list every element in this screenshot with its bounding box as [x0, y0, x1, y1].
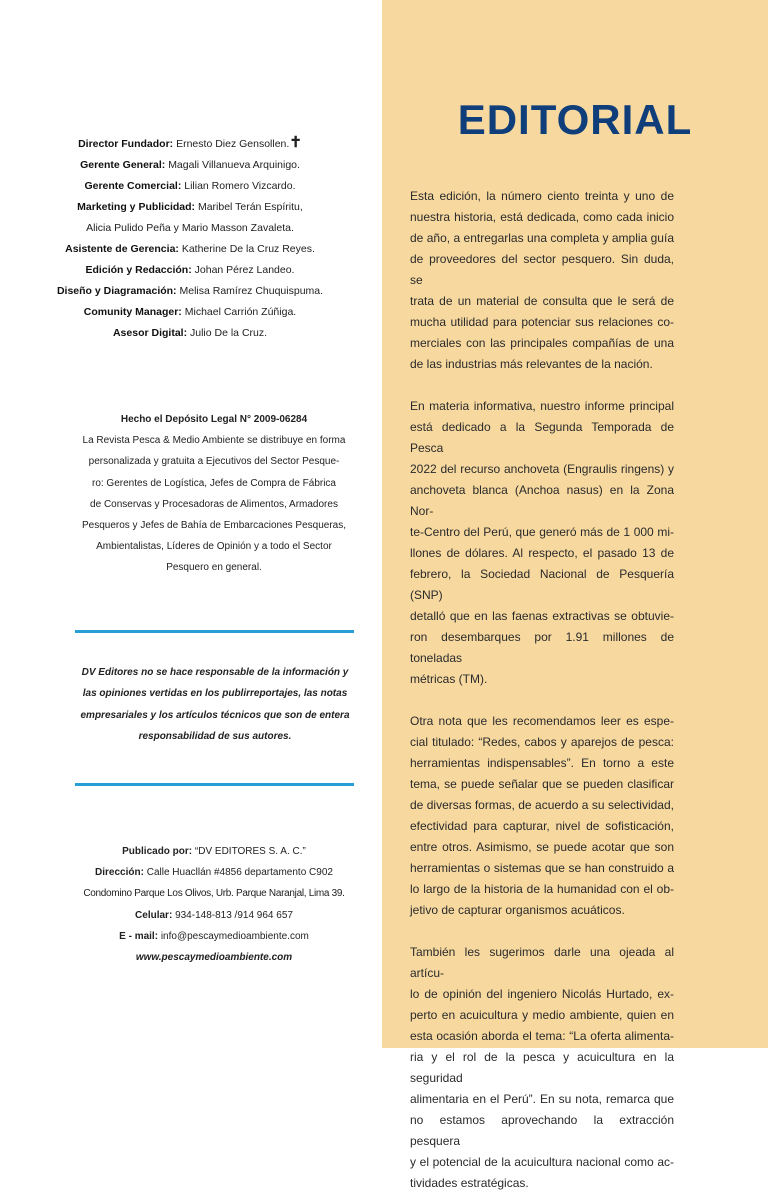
editorial-line: entre otros. Asimismo, se puede acotar que son [410, 840, 674, 854]
disclaimer [70, 662, 360, 748]
editorial-line: lo largo de la historia de la humanidad con el ob- [410, 882, 674, 896]
divider-top [75, 630, 354, 633]
legal-text [66, 430, 362, 578]
editorial-body [410, 186, 674, 1194]
editorial-line: Otra nota que les recomendamos leer es espe- [410, 714, 674, 728]
legal-line: de Conservas y Procesadoras de Alimentos, Armadores [90, 498, 338, 510]
editorial-line: está dedicado a la Segunda Temporada de Pesca [410, 420, 674, 455]
editorial-line: cial titulado: “Redes, cabos y aparejos de pesca: [410, 735, 674, 749]
editorial-line: perto en acuicultura y medio ambiente, quien en [410, 1008, 674, 1022]
editorial-line: nuestra historia, está dedicada, como cada inicio [410, 210, 674, 224]
editorial-line: También les sugerimos darle una ojeada al artícu- [410, 945, 674, 980]
editorial-line: efectividad para capturar, nivel de sofisticación, [410, 819, 674, 833]
legal-line: ro: Gerentes de Logística, Jefes de Compra de Fábrica [91, 477, 336, 489]
legal-line: personalizada y gratuita a Ejecutivos del Sector Pesque- [88, 456, 340, 468]
cross-icon: ✝ [289, 134, 302, 151]
credits-column [0, 0, 382, 1048]
address-line2: Condomino Parque Los Olivos, Urb. Parque Naranjal, Lima 39. [83, 888, 345, 900]
editorial-title: EDITORIAL [457, 96, 693, 143]
editorial-line: ron desembarques por 1.91 millones de toneladas [410, 630, 674, 665]
email[interactable]: E - mail: info@pescaymedioambiente.com [119, 930, 309, 942]
editorial-line: 2022 del recurso anchoveta (Engraulis ringens) y [410, 462, 674, 476]
editorial-line: y el potencial de la acuicultura nacional como ac- [410, 1155, 674, 1169]
published-by: Publicado por: “DV EDITORES S. A. C.” [122, 846, 306, 857]
editorial-line: esta ocasión aborda el tema: “La oferta alimenta- [410, 1029, 674, 1043]
editorial-line: anchoveta blanca (Anchoa nasus) en la Zona Nor- [410, 483, 674, 518]
address: Dirección: Calle Huacllán #4856 departamento C902 [95, 867, 333, 879]
editorial-line: febrero, la Sociedad Nacional de Pesquería (SNP) [410, 567, 674, 602]
editorial-line: Esta edición, la número ciento treinta y uno de [410, 189, 674, 203]
disclaimer-line: las opiniones vertidas en los publirreportajes, las notas [82, 688, 348, 700]
disclaimer-line: DV Editores no se hace responsable de la información y [81, 667, 349, 678]
staff-line: Gerente Comercial: Lilian Romero Vizcardo. [84, 180, 296, 192]
legal-line: Pesqueros y Jefes de Bahía de Embarcaciones Pesqueras, [81, 520, 347, 532]
editorial-line: de diversas formas, de acuerdo a su selectividad, [410, 798, 674, 812]
website-link[interactable]: www.pescaymedioambiente.com [135, 952, 293, 964]
publisher-info [66, 841, 362, 968]
paragraph-gap [410, 375, 674, 396]
staff-line: Comunity Manager: Michael Carrión Zúñiga. [83, 306, 297, 318]
editorial-line: trata de un material de consulta que le será de [410, 294, 674, 308]
editorial-line: herramientas o sistemas que se han construido a [410, 861, 674, 875]
staff-list [40, 134, 340, 344]
editorial-line: ria y el rol de la pesca y acuicultura en la seguridad [410, 1050, 674, 1085]
editorial-line: merciales con las principales compañías de una [410, 336, 674, 350]
editorial-line: llones de dólares. Al respecto, el pasado 13 de [410, 546, 674, 560]
legal-line: Ambientalistas, Líderes de Opinión y a todo el Sector [96, 541, 332, 553]
editorial-line: lo de opinión del ingeniero Nicolás Hurtado, ex- [410, 987, 674, 1001]
editorial-line: En materia informativa, nuestro informe principal [410, 399, 674, 413]
staff-line: Alicia Pulido Peña y Mario Masson Zavaleta. [86, 222, 294, 234]
staff-line: Asistente de Gerencia: Katherine De la Cruz Reyes. [65, 243, 315, 255]
editorial-line: de las industrias más relevantes de la nación. [410, 357, 653, 371]
legal-line: Pesquero en general. [166, 562, 262, 574]
legal-notice [66, 409, 362, 579]
editorial-line: jetivo de capturar organismos acuáticos. [410, 903, 625, 917]
editorial-line: de año, a entregarlas una completa y amplia guía [410, 231, 674, 245]
staff-line: Edición y Redacción: Johan Pérez Landeo. [85, 264, 295, 276]
divider-bottom [75, 783, 354, 786]
legal-line: La Revista Pesca & Medio Ambiente se distribuye en forma [82, 435, 346, 447]
staff-line: Gerente General: Magali Villanueva Arquinigo. [80, 159, 300, 171]
editorial-line: tividades estratégicas. [410, 1176, 529, 1190]
staff-line: Director Fundador: Ernesto Diez Gensollen.✝ [78, 134, 302, 151]
disclaimer-line: responsabilidad de sus autores. [138, 731, 292, 743]
staff-line: Marketing y Publicidad: Maribel Terán Espíritu, [77, 201, 303, 213]
paragraph-gap [410, 690, 674, 711]
editorial-line: herramientas indispensables”. En torno a este [410, 756, 674, 770]
editorial-line: te-Centro del Perú, que generó más de 1 000 mi- [410, 525, 674, 539]
legal-heading: Hecho el Depósito Legal N° 2009-06284 [120, 414, 308, 425]
editorial-line: detalló que en las faenas extractivas se obtuvie- [410, 609, 674, 623]
paragraph-gap [410, 921, 674, 942]
staff-line: Asesor Digital: Julio De la Cruz. [112, 327, 268, 339]
phone: Celular: 934-148-813 /914 964 657 [135, 909, 293, 921]
disclaimer-line: empresariales y los artículos técnicos que son de entera [80, 709, 350, 721]
staff-line: Diseño y Diagramación: Melisa Ramírez Chuquispuma. [56, 285, 324, 297]
editorial-line: de proveedores del sector pesquero. Sin duda, se [410, 252, 674, 287]
editorial-line: mucha utilidad para potenciar sus relaciones co- [410, 315, 674, 329]
editorial-line: tema, se puede señalar que se pueden clasificar [410, 777, 674, 791]
editorial-line: métricas (TM). [410, 672, 488, 686]
editorial-line: alimentaria en el Perú”. En su nota, remarca que [410, 1092, 674, 1106]
editorial-line: no estamos aprovechando la extracción pesquera [410, 1113, 674, 1148]
